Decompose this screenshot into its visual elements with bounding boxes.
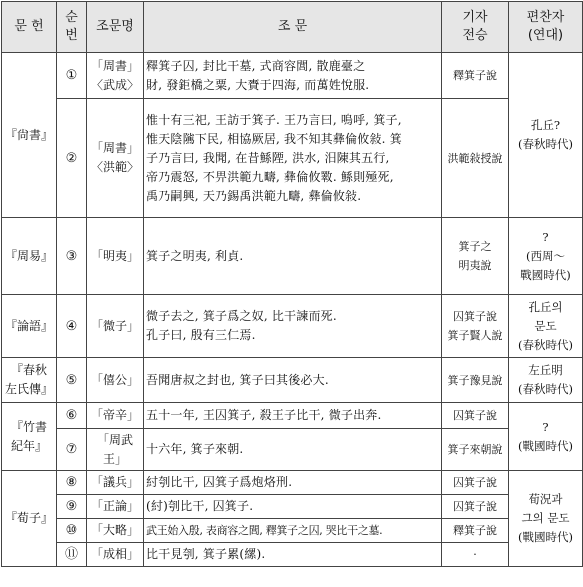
chapter-cell: 「大略」 bbox=[87, 519, 144, 543]
table-row bbox=[2, 543, 583, 567]
source-cell: 『周易』 bbox=[2, 218, 57, 295]
transmission-cell: 釋箕子說 bbox=[442, 519, 509, 543]
text-cell: (紂)刳比干, 囚箕子. bbox=[144, 495, 442, 519]
source-cell: 『尙書』 bbox=[2, 53, 57, 218]
number-cell: ④ bbox=[57, 295, 87, 358]
text-cell: 十六年, 箕子來朝. bbox=[144, 429, 442, 471]
header-source: 문 헌 bbox=[2, 2, 57, 53]
chapter-cell: 「帝辛」 bbox=[87, 403, 144, 429]
sources-table bbox=[1, 1, 583, 567]
number-cell: ⑩ bbox=[57, 519, 87, 543]
chapter-cell: 「議兵」 bbox=[87, 471, 144, 495]
header-row bbox=[2, 2, 583, 53]
text-cell: 釋箕子囚, 封比干墓, 式商容閭, 散鹿臺之 財, 發鉅橋之粟, 大賚于四海, 而萬姓悅服. bbox=[144, 53, 442, 99]
header-text: 조 문 bbox=[144, 2, 442, 53]
number-cell: ⑦ bbox=[57, 429, 87, 471]
text-cell: 五十一年, 王囚箕子, 殺王子比干, 微子出奔. bbox=[144, 403, 442, 429]
compiler-cell: ? (西周～ 戰國時代) bbox=[509, 218, 583, 295]
table-row bbox=[2, 495, 583, 519]
chapter-cell: 「周書」 〈武成〉 bbox=[87, 53, 144, 99]
header-chapter: 조문명 bbox=[87, 2, 144, 53]
table-row bbox=[2, 218, 583, 295]
compiler-cell: 孔丘의 문도 (春秋時代) bbox=[509, 295, 583, 358]
table-row bbox=[2, 358, 583, 403]
table-row bbox=[2, 429, 583, 471]
transmission-cell: 箕子豫見說 bbox=[442, 358, 509, 403]
transmission-cell: 箕子之 明夷說 bbox=[442, 218, 509, 295]
chapter-cell: 「周武 王」 bbox=[87, 429, 144, 471]
chapter-cell: 「成相」 bbox=[87, 543, 144, 567]
chapter-cell: 「微子」 bbox=[87, 295, 144, 358]
chapter-cell: 「僖公」 bbox=[87, 358, 144, 403]
transmission-cell: 箕子來朝說 bbox=[442, 429, 509, 471]
source-cell: 『春秋 左氏傳』 bbox=[2, 358, 57, 403]
text-cell: 微子去之, 箕子爲之奴, 比干諫而死. 孔子曰, 殷有三仁焉. bbox=[144, 295, 442, 358]
text-cell: 箕子之明夷, 利貞. bbox=[144, 218, 442, 295]
number-cell: ⑥ bbox=[57, 403, 87, 429]
header-transmission: 기자 전승 bbox=[442, 2, 509, 53]
table-row bbox=[2, 471, 583, 495]
transmission-cell: 釋箕子說 bbox=[442, 53, 509, 99]
number-cell: ⑨ bbox=[57, 495, 87, 519]
number-cell: ⑤ bbox=[57, 358, 87, 403]
number-cell: ① bbox=[57, 53, 87, 99]
chapter-cell: 「正論」 bbox=[87, 495, 144, 519]
compiler-cell: 左丘明 (春秋時代) bbox=[509, 358, 583, 403]
transmission-cell: 洪範敍授說 bbox=[442, 99, 509, 218]
number-cell: ⑧ bbox=[57, 471, 87, 495]
table-row bbox=[2, 99, 583, 218]
text-cell: 武王始入殷, 表商容之閭, 釋箕子之囚, 哭比干之墓. bbox=[144, 519, 442, 543]
header-number: 순 번 bbox=[57, 2, 87, 53]
text-cell: 惟十有三祀, 王訪于箕子. 王乃言曰, 嗚呼, 箕子, 惟天陰隲下民, 相協厥居, 我不知其彝倫攸敍. 箕 子乃言曰, 我聞, 在昔鯀陻, 洪水, 汨陳其五行, 帝乃震怒, 不畀洪範九疇, 彝倫攸斁. 鯀則殛死, 禹乃嗣興, 天乃錫禹洪範九疇, 彝倫攸敍. bbox=[144, 99, 442, 218]
compiler-cell: 荀況과 그의 문도 (戰國時代) bbox=[509, 471, 583, 567]
table-row bbox=[2, 519, 583, 543]
text-cell: 紂刳比干, 囚箕子爲炮烙刑. bbox=[144, 471, 442, 495]
header-compiler: 편찬자 (연대) bbox=[509, 2, 583, 53]
compiler-cell: 孔丘? (春秋時代) bbox=[509, 53, 583, 218]
source-cell: 『荀子』 bbox=[2, 471, 57, 567]
chapter-cell: 「周書」 〈洪範〉 bbox=[87, 99, 144, 218]
transmission-cell: 囚箕子說 bbox=[442, 471, 509, 495]
number-cell: ③ bbox=[57, 218, 87, 295]
chapter-cell: 「明夷」 bbox=[87, 218, 144, 295]
transmission-cell: 囚箕子說 bbox=[442, 403, 509, 429]
table-row bbox=[2, 403, 583, 429]
source-cell: 『竹書 紀年』 bbox=[2, 403, 57, 471]
text-cell: 比干見刳, 箕子累(縲). bbox=[144, 543, 442, 567]
transmission-cell: 囚箕子說 bbox=[442, 495, 509, 519]
table-row bbox=[2, 53, 583, 99]
transmission-cell: · bbox=[442, 543, 509, 567]
compiler-cell: ? (戰國時代) bbox=[509, 403, 583, 471]
number-cell: ② bbox=[57, 99, 87, 218]
table-row bbox=[2, 295, 583, 358]
source-cell: 『論語』 bbox=[2, 295, 57, 358]
text-cell: 吾聞唐叔之封也, 箕子曰其後必大. bbox=[144, 358, 442, 403]
number-cell: ⑪ bbox=[57, 543, 87, 567]
transmission-cell: 囚箕子說 箕子賢人說 bbox=[442, 295, 509, 358]
